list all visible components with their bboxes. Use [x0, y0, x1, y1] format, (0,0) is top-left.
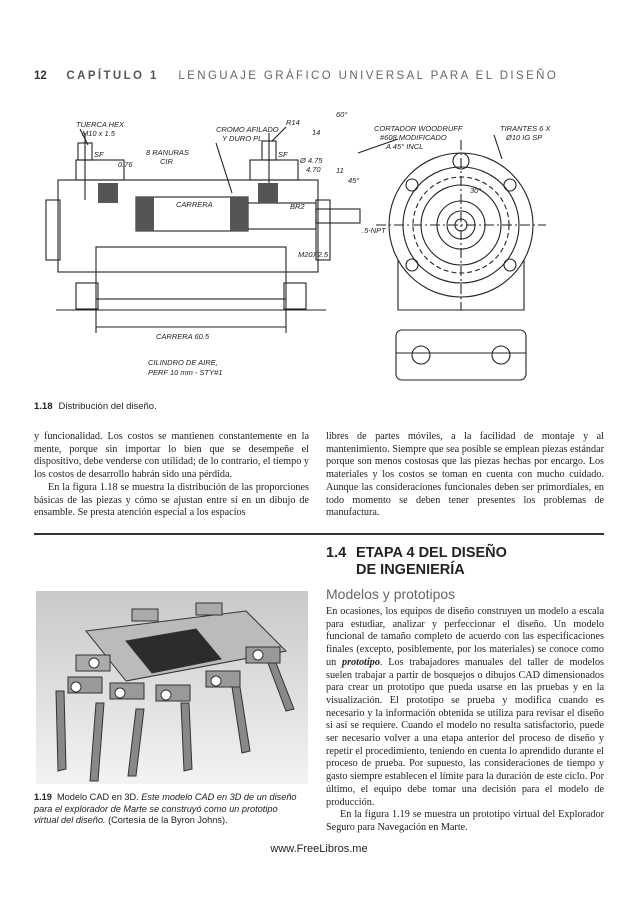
label-cilindro: CILINDRO DE AIRE, [148, 358, 218, 367]
label-m20: M20X2.5 [298, 250, 329, 259]
label-475: Ø 4.75 [300, 156, 323, 165]
figure-1-19-caption-credit: (Cortesía de la Byron Johns). [108, 815, 228, 825]
label-cromo: CROMO AFILADO [216, 125, 279, 134]
label-cromo-2: Y DURO PL [222, 134, 263, 143]
figure-1-19-caption-lead: Modelo CAD en 3D. [57, 792, 139, 802]
label-sf-2: SF [278, 150, 288, 159]
label-45deg: 45° [348, 176, 360, 185]
chapter-title: LENGUAJE GRÁFICO UNIVERSAL PARA EL DISEÑO [178, 70, 559, 82]
figure-1-18-number: 1.18 [34, 401, 53, 412]
label-carrera-605: CARRERA 60.5 [156, 332, 210, 341]
paragraph: y funcionalidad. Los costos se mantienen constantemente en la mente, porque sin importar lo bien que se desempeñe el dispositivo, debe venderse con utilidad; de lo contrario, el tiempo y los costos de desarrollo habrán sido una pérdida. [34, 431, 309, 481]
paragraph: En la figura 1.19 se muestra un prototipo virtual del Explorador Seguro para Navegación en Marte. [326, 809, 604, 833]
figure-1-18-drawing [36, 105, 604, 395]
figure-1-18-caption [34, 401, 157, 412]
label-tuerca: TUERCA HEX [76, 120, 125, 129]
paragraph [326, 606, 604, 809]
label-11: 11 [336, 166, 344, 175]
label-cortador-2: #608 MODIFICADO [380, 133, 447, 142]
body-column-3 [326, 606, 604, 835]
paragraph-text: En ocasiones, los equipos de diseño construyen un modelo a escala para estudiar, analizar y perfeccionar el diseño. Un modelo funcional de tamaño completo de acuerdo con las especificaciones finales (excepto, posiblemente, por los materiales) se conoce como un [326, 606, 604, 668]
label-br2: BR2 [290, 202, 305, 211]
paragraph: libres de partes móviles, a la facilidad de montaje y al mantenimiento. Siempre que sea posible se emplean piezas estándar porque son menos costosas que las piezas hechas por encargo. Los materiales y los costos se toman en cuenta con mucho cuidado. Aunque las consideraciones funcionales deben ser primordiales, en todo momento se deben tener presentes los problemas de manufactura. [326, 431, 604, 519]
section-divider [34, 533, 604, 535]
section-title-line-1: ETAPA 4 DEL DISEÑO [356, 545, 507, 561]
label-ranuras-cir: CIR [160, 157, 173, 166]
paragraph: En la figura 1.18 se muestra la distribución de las proporciones básicas de las piezas y cómo se ajustan entre sí en un dibujo de ensamble. Se presta atención especial a los espacios [34, 481, 309, 519]
label-ranuras: 8 RANURAS [146, 148, 189, 157]
emphasis-prototipo: prototipo [341, 656, 380, 668]
section-number: 1.4 [326, 545, 347, 561]
label-tuerca-size: M10 x 1.5 [82, 129, 115, 138]
figure-1-18-caption-text: Distribución del diseño. [58, 401, 157, 412]
figure-1-19-number: 1.19 [34, 792, 52, 802]
label-470: 4.70 [306, 165, 321, 174]
label-npt: .5-NPT [362, 226, 386, 235]
label-r14: R14 [286, 118, 300, 127]
footer-url: www.FreeLibros.me [270, 843, 368, 855]
label-sf-1: SF [94, 150, 104, 159]
section-heading [326, 545, 507, 579]
label-tirantes-2: Ø10 IG SP [506, 133, 543, 142]
label-60deg: 60° [336, 110, 348, 119]
label-14: 14 [312, 128, 321, 137]
paragraph-text: . Los trabajadores manuales del taller de modelos suelen trabajar a partir de bosquejos o dibujos CAD dimensionados para crear un prototipo que pueda usarse en las pruebas y en la visualización. El prototipo se prueba y modifica cuando es necesario y la información obtenida se utiliza para revisar el diseño si así se requiere. Cuando el modelo no resulta satisfactorio, puede ser necesario volver a una etapa anterior del proceso de diseño y repetir el procedimiento, teniendo en cuenta lo aprendido durante el proceso de prueba. Por supuesto, las consideraciones de tiempo y gasto siempre establecen el límite para la duración de este ciclo. Por último, el equipo debe tomar una decisión para el modelo de producción. [326, 656, 605, 808]
chapter-label: CAPÍTULO 1 [66, 70, 159, 82]
section-title-line-2: DE INGENIERÍA [356, 562, 465, 578]
label-076: 0.76 [118, 160, 133, 169]
label-cilindro-2: PERF 10 mm - STY#1 [148, 368, 223, 377]
label-carrera: CARRERA [176, 200, 213, 209]
body-column-2 [326, 431, 604, 520]
label-30deg: 30° [470, 186, 482, 195]
subsection-heading: Modelos y prototipos [326, 586, 456, 602]
label-cortador: CORTADOR WOODRUFF [374, 124, 463, 133]
running-header [34, 70, 558, 82]
label-cortador-3: A 45° INCL [386, 142, 424, 151]
figure-1-19-caption [34, 792, 304, 827]
label-tirantes: TIRANTES 6 X [500, 124, 551, 133]
figure-1-19-rover-render [36, 591, 308, 784]
figure-1-19-caption-italic: Este modelo CAD en 3D de un diseño para el explorador de Marte se construyó como un prototipo virtual del diseño. [34, 792, 297, 825]
body-column-1 [34, 431, 309, 520]
page-number: 12 [34, 70, 47, 82]
